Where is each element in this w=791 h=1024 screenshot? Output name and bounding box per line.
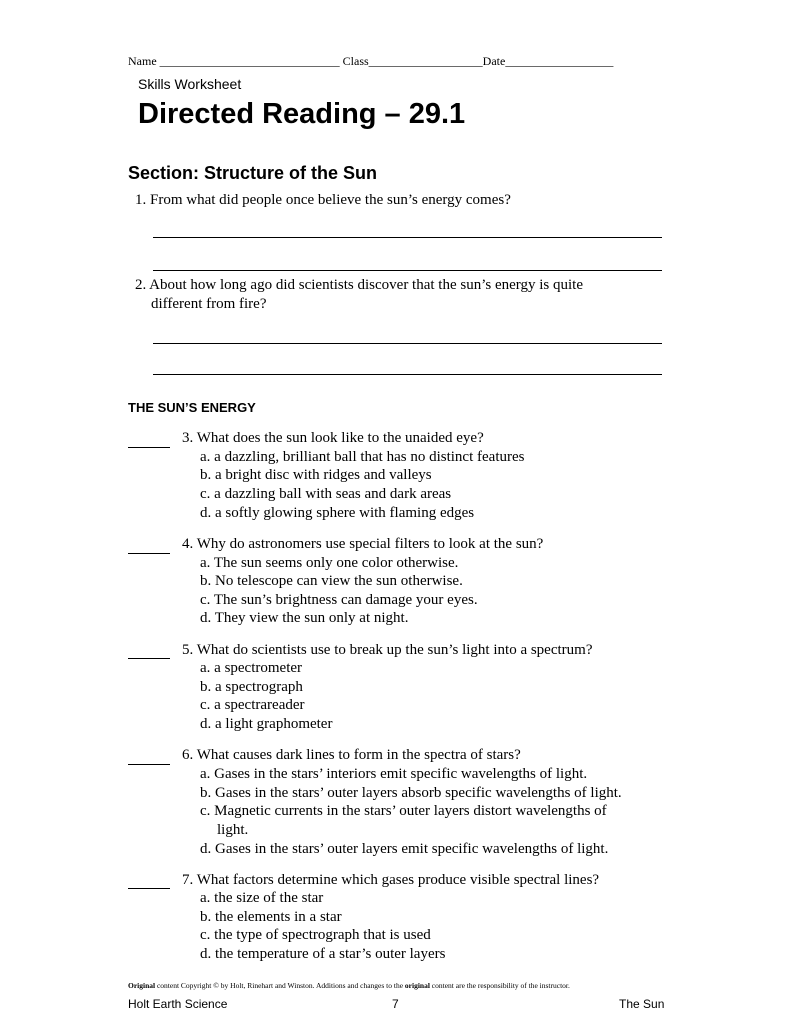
option-3a: a. a dazzling, brilliant ball that has no distinct features: [200, 449, 525, 465]
option-6a: a. Gases in the stars’ interiors emit specific wavelengths of light.: [200, 766, 588, 782]
answer-line-1a[interactable]: [153, 237, 662, 238]
answer-line-2a[interactable]: [153, 343, 662, 344]
option-5b: b. a spectrograph: [200, 679, 303, 695]
page-number: 7: [392, 997, 399, 1011]
option-7a: a. the size of the star: [200, 890, 324, 906]
answer-blank-4[interactable]: [128, 553, 170, 554]
option-3c: c. a dazzling ball with seas and dark areas: [200, 486, 452, 502]
answer-line-2b[interactable]: [153, 374, 662, 375]
option-6b: b. Gases in the stars’ outer layers absorb specific wavelengths of light.: [200, 785, 622, 801]
option-5a: a. a spectrometer: [200, 660, 303, 676]
footer-chapter: The Sun: [619, 997, 665, 1011]
footer-book-title: Holt Earth Science: [128, 997, 228, 1011]
option-3b: b. a bright disc with ridges and valleys: [200, 467, 432, 483]
copyright-text-1: content Copyright © by Holt, Rinehart and Winston. Additions and changes to the: [155, 981, 405, 990]
name-class-date-header: [128, 54, 613, 69]
name-field[interactable]: ______________________________: [159, 54, 340, 68]
option-4d: d. They view the sun only at night.: [200, 610, 409, 626]
question-5: 5. What do scientists use to break up the sun’s light into a spectrum?: [182, 642, 593, 658]
option-5d: d. a light graphometer: [200, 716, 333, 732]
answer-line-1b[interactable]: [153, 270, 662, 271]
name-label: Name: [128, 54, 157, 68]
page-title: Directed Reading – 29.1: [138, 98, 466, 130]
option-4b: b. No telescope can view the sun otherwise.: [200, 573, 463, 589]
question-7: 7. What factors determine which gases produce visible spectral lines?: [182, 872, 600, 888]
option-3d: d. a softly glowing sphere with flaming edges: [200, 505, 475, 521]
question-1: 1. From what did people once believe the sun’s energy comes?: [135, 192, 511, 208]
option-4c: c. The sun’s brightness can damage your eyes.: [200, 592, 478, 608]
subheading-suns-energy: THE SUN’S ENERGY: [128, 400, 256, 415]
option-7c: c. the type of spectrograph that is used: [200, 927, 431, 943]
class-label: Class: [342, 54, 369, 68]
question-6: 6. What causes dark lines to form in the spectra of stars?: [182, 747, 521, 763]
option-7b: b. the elements in a star: [200, 909, 342, 925]
option-4a: a. The sun seems only one color otherwise.: [200, 555, 459, 571]
question-2: 2. About how long ago did scientists discover that the sun’s energy is quite: [135, 277, 584, 293]
worksheet-label: Skills Worksheet: [138, 76, 242, 92]
question-3: 3. What does the sun look like to the unaided eye?: [182, 430, 484, 446]
section-title: Section: Structure of the Sun: [128, 163, 378, 183]
class-field[interactable]: ___________________: [368, 54, 483, 68]
answer-blank-3[interactable]: [128, 447, 170, 448]
date-label: Date: [482, 54, 506, 68]
option-6c-continued: light.: [217, 822, 249, 838]
option-6c: c. Magnetic currents in the stars’ outer layers distort wavelengths of: [200, 803, 607, 819]
option-6d: d. Gases in the stars’ outer layers emit specific wavelengths of light.: [200, 841, 609, 857]
date-field[interactable]: __________________: [505, 54, 614, 68]
copyright-notice: [128, 981, 570, 990]
copyright-text-2: content are the responsibility of the instructor.: [429, 981, 570, 990]
question-4: 4. Why do astronomers use special filters to look at the sun?: [182, 536, 544, 552]
option-5c: c. a spectrareader: [200, 697, 305, 713]
option-7d: d. the temperature of a star’s outer layers: [200, 946, 446, 962]
question-2-continued: different from fire?: [151, 296, 267, 312]
copyright-bold-2: original: [404, 981, 430, 990]
copyright-bold-1: Original: [128, 981, 156, 990]
answer-blank-5[interactable]: [128, 658, 170, 659]
answer-blank-6[interactable]: [128, 764, 170, 765]
answer-blank-7[interactable]: [128, 888, 170, 889]
